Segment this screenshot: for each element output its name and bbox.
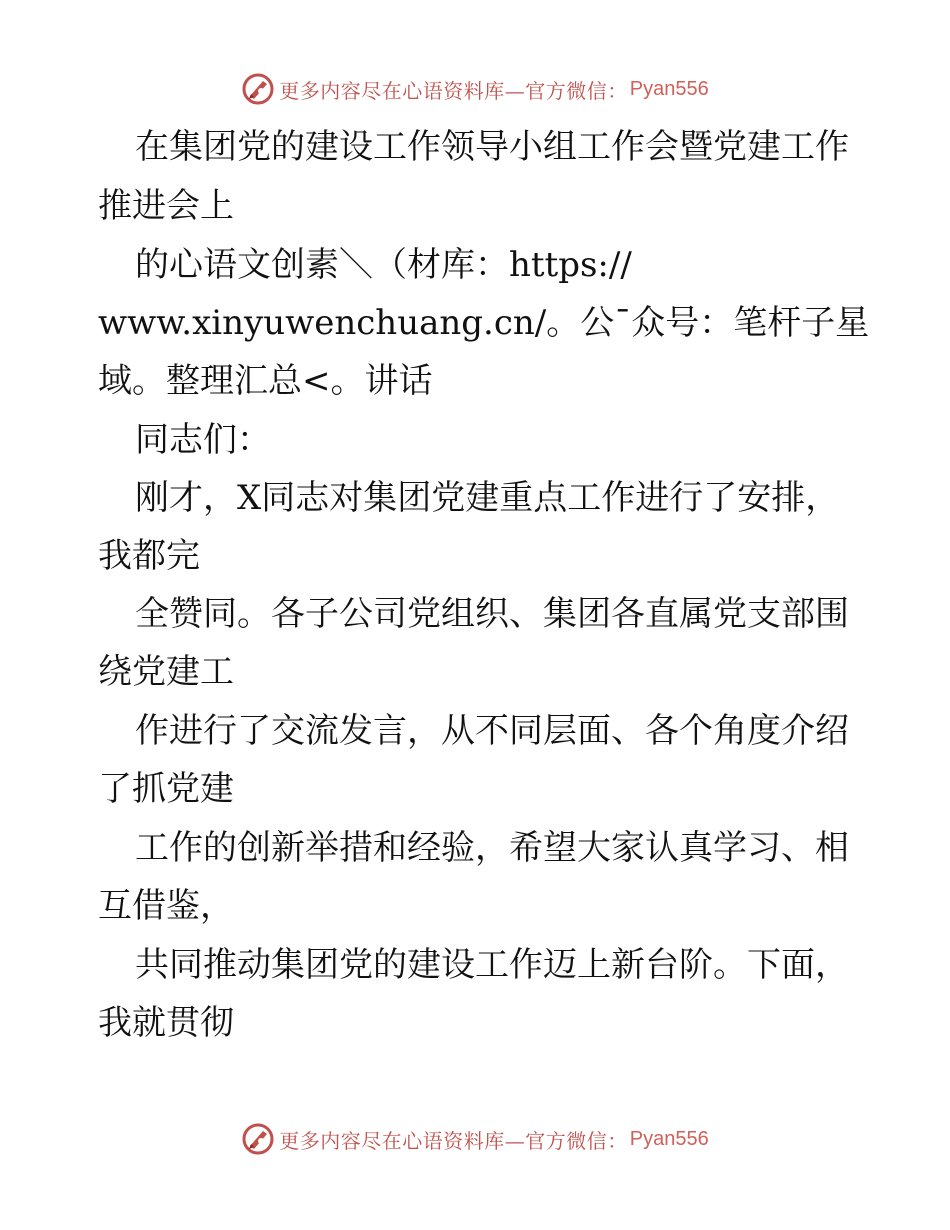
text-line: 共同推动集团党的建设工作迈上新台阶。下面， <box>135 945 849 985</box>
text-line: 推进会上 <box>98 186 234 226</box>
banner-wechat-handle: Pyan556 <box>629 77 709 100</box>
text-line: 工作的创新举措和经验，希望大家认真学习、相 <box>135 828 849 868</box>
banner-wechat-handle: Pyan556 <box>629 1127 709 1150</box>
text-line: www.xinyuwenchuang.cn/。公¯众号：笔杆子星 <box>98 303 870 343</box>
text-line: 刚才，X同志对集团党建重点工作进行了安排， <box>135 478 840 518</box>
banner-text: 更多内容尽在心语资料库—官方微信： <box>279 78 628 103</box>
footer-banner <box>0 1122 950 1156</box>
text-line: 域。整理汇总<。讲话 <box>98 361 433 401</box>
quill-pen-logo-icon <box>241 1122 275 1156</box>
text-line: 我就贯彻 <box>98 1003 234 1043</box>
text-line: 全赞同。各子公司党组织、集团各直属党支部围 <box>135 594 849 634</box>
banner-text: 更多内容尽在心语资料库—官方微信： <box>279 1128 628 1153</box>
text-line: 的心语文创素＼（材库：https:// <box>135 245 632 285</box>
text-line: 绕党建工 <box>98 652 234 692</box>
text-line: 作进行了交流发言，从不同层面、各个角度介绍 <box>135 711 849 751</box>
text-line: 我都完 <box>98 536 200 576</box>
text-line: 了抓党建 <box>98 769 234 809</box>
text-line: 互借鉴， <box>98 886 234 926</box>
text-line: 同志们： <box>135 420 271 460</box>
text-line: 在集团党的建设工作领导小组工作会暨党建工作 <box>135 127 849 167</box>
